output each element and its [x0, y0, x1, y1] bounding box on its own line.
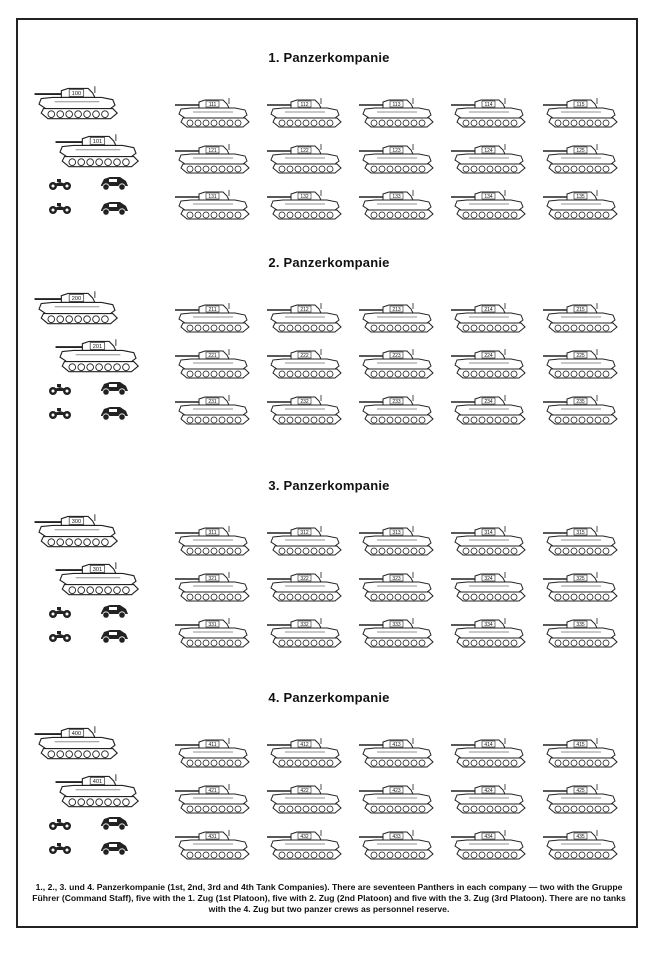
tank-number: 101 — [92, 139, 103, 146]
tank-number: 432 — [300, 834, 309, 840]
tank-number: 324 — [484, 576, 493, 582]
tank-number: 121 — [208, 148, 217, 154]
platoon-tank — [541, 524, 621, 558]
tank-number: 334 — [484, 622, 493, 628]
tank-number: 325 — [576, 576, 585, 582]
platoon-tank — [449, 782, 529, 816]
tank-number: 123 — [392, 148, 401, 154]
command-tank — [31, 512, 123, 550]
platoon-tank — [541, 301, 621, 335]
platoon-tank — [541, 347, 621, 381]
motorcycle-icon — [48, 178, 72, 196]
platoon-tank — [449, 616, 529, 650]
platoon-tank — [173, 142, 253, 176]
platoon-tank — [265, 524, 345, 558]
platoon-tank — [541, 736, 621, 770]
tank-number: 223 — [392, 353, 401, 359]
command-tank — [31, 84, 123, 122]
platoon-tank — [173, 782, 253, 816]
tank-number: 415 — [576, 742, 585, 748]
platoon-tank — [541, 616, 621, 650]
motorcycle-icon — [48, 383, 72, 401]
platoon-tank — [449, 188, 529, 222]
platoon-tank — [265, 142, 345, 176]
tank-number: 423 — [392, 788, 401, 794]
kubelwagen-icon — [98, 405, 130, 426]
platoon-tank — [357, 393, 437, 427]
platoon-tank — [357, 616, 437, 650]
tank-number: 422 — [300, 788, 309, 794]
company-title: 1. Panzerkompanie — [268, 50, 390, 65]
platoon-tank — [173, 347, 253, 381]
platoon-tank — [265, 393, 345, 427]
command-tank — [52, 560, 144, 598]
tank-number: 424 — [484, 788, 493, 794]
tank-number: 311 — [208, 530, 217, 536]
platoon-tank — [357, 301, 437, 335]
tank-number: 224 — [484, 353, 493, 359]
platoon-tank — [265, 782, 345, 816]
motorcycle-icon — [48, 407, 72, 425]
tank-number: 211 — [208, 307, 217, 313]
tank-number: 401 — [92, 779, 103, 786]
tank-number: 435 — [576, 834, 585, 840]
kubelwagen-icon — [98, 815, 130, 836]
tank-number: 322 — [300, 576, 309, 582]
tank-number: 411 — [208, 742, 217, 748]
tank-number: 300 — [71, 519, 82, 526]
platoon-tank — [357, 570, 437, 604]
tank-number: 235 — [576, 399, 585, 405]
platoon-tank — [265, 96, 345, 130]
tank-number: 112 — [300, 102, 309, 108]
platoon-tank — [541, 188, 621, 222]
tank-number: 100 — [71, 91, 82, 98]
tank-number: 234 — [484, 399, 493, 405]
platoon-tank — [357, 828, 437, 862]
tank-number: 433 — [392, 834, 401, 840]
platoon-tank — [173, 96, 253, 130]
tank-number: 425 — [576, 788, 585, 794]
tank-number: 125 — [576, 148, 585, 154]
tank-number: 333 — [392, 622, 401, 628]
company-title: 2. Panzerkompanie — [268, 255, 390, 270]
tank-number: 414 — [484, 742, 493, 748]
tank-number: 321 — [208, 576, 217, 582]
platoon-tank — [265, 188, 345, 222]
tank-number: 115 — [576, 102, 585, 108]
tank-number: 124 — [484, 148, 493, 154]
platoon-tank — [357, 96, 437, 130]
tank-number: 113 — [392, 102, 401, 108]
kubelwagen-icon — [98, 200, 130, 221]
tank-number: 214 — [484, 307, 493, 313]
tank-number: 323 — [392, 576, 401, 582]
platoon-tank — [449, 570, 529, 604]
tank-number: 222 — [300, 353, 309, 359]
platoon-tank — [265, 570, 345, 604]
tank-number: 431 — [208, 834, 217, 840]
motorcycle-icon — [48, 630, 72, 648]
tank-number: 315 — [576, 530, 585, 536]
tank-number: 201 — [92, 344, 103, 351]
tank-number: 335 — [576, 622, 585, 628]
tank-number: 132 — [300, 194, 309, 200]
platoon-tank — [449, 393, 529, 427]
tank-number: 212 — [300, 307, 309, 313]
platoon-tank — [357, 736, 437, 770]
motorcycle-icon — [48, 842, 72, 860]
platoon-tank — [357, 347, 437, 381]
platoon-tank — [173, 736, 253, 770]
diagram-caption: 1., 2., 3. und 4. Panzerkompanie (1st, 2nd, 3rd and 4th Tank Companies). There are seventeen Panthers in each company — two with the Gruppe Führer (Command Staff), five with the 1. Zug (1st Platoon), five with 2. Zug (2nd Platoon) and five with the 3. Zug (3rd Platoon). There are no tanks with the 4. Zug but two panzer crews as personnel reserve. — [32, 882, 626, 914]
tank-number: 134 — [484, 194, 493, 200]
platoon-tank — [357, 782, 437, 816]
platoon-tank — [449, 347, 529, 381]
platoon-tank — [541, 570, 621, 604]
platoon-tank — [173, 301, 253, 335]
command-tank — [52, 772, 144, 810]
motorcycle-icon — [48, 202, 72, 220]
platoon-tank — [449, 142, 529, 176]
tank-number: 312 — [300, 530, 309, 536]
company-title: 3. Panzerkompanie — [268, 478, 390, 493]
tank-number: 413 — [392, 742, 401, 748]
tank-number: 221 — [208, 353, 217, 359]
tank-number: 421 — [208, 788, 217, 794]
company-title: 4. Panzerkompanie — [268, 690, 390, 705]
kubelwagen-icon — [98, 380, 130, 401]
platoon-tank — [541, 782, 621, 816]
tank-number: 114 — [484, 102, 493, 108]
platoon-tank — [173, 570, 253, 604]
platoon-tank — [357, 524, 437, 558]
tank-number: 215 — [576, 307, 585, 313]
tank-number: 400 — [71, 731, 82, 738]
tank-number: 213 — [392, 307, 401, 313]
tank-number: 331 — [208, 622, 217, 628]
tank-number: 332 — [300, 622, 309, 628]
tank-number: 225 — [576, 353, 585, 359]
kubelwagen-icon — [98, 840, 130, 861]
platoon-tank — [357, 188, 437, 222]
platoon-tank — [449, 828, 529, 862]
tank-number: 122 — [300, 148, 309, 154]
platoon-tank — [541, 828, 621, 862]
platoon-tank — [265, 301, 345, 335]
tank-number: 301 — [92, 567, 103, 574]
platoon-tank — [265, 616, 345, 650]
motorcycle-icon — [48, 606, 72, 624]
tank-number: 313 — [392, 530, 401, 536]
platoon-tank — [173, 828, 253, 862]
platoon-tank — [173, 524, 253, 558]
platoon-tank — [265, 828, 345, 862]
platoon-tank — [265, 736, 345, 770]
tank-number: 233 — [392, 399, 401, 405]
platoon-tank — [357, 142, 437, 176]
tank-number: 200 — [71, 296, 82, 303]
tank-number: 133 — [392, 194, 401, 200]
tank-number: 111 — [208, 102, 217, 108]
platoon-tank — [449, 301, 529, 335]
kubelwagen-icon — [98, 603, 130, 624]
tank-number: 135 — [576, 194, 585, 200]
tank-number: 434 — [484, 834, 493, 840]
kubelwagen-icon — [98, 175, 130, 196]
platoon-tank — [449, 524, 529, 558]
platoon-tank — [173, 616, 253, 650]
command-tank — [31, 724, 123, 762]
platoon-tank — [173, 393, 253, 427]
command-tank — [52, 132, 144, 170]
motorcycle-icon — [48, 818, 72, 836]
tank-number: 232 — [300, 399, 309, 405]
platoon-tank — [541, 142, 621, 176]
tank-number: 231 — [208, 399, 217, 405]
tank-number: 314 — [484, 530, 493, 536]
platoon-tank — [173, 188, 253, 222]
platoon-tank — [265, 347, 345, 381]
platoon-tank — [449, 736, 529, 770]
platoon-tank — [541, 393, 621, 427]
tank-number: 131 — [208, 194, 217, 200]
kubelwagen-icon — [98, 628, 130, 649]
tank-number: 412 — [300, 742, 309, 748]
platoon-tank — [449, 96, 529, 130]
command-tank — [31, 289, 123, 327]
platoon-tank — [541, 96, 621, 130]
command-tank — [52, 337, 144, 375]
